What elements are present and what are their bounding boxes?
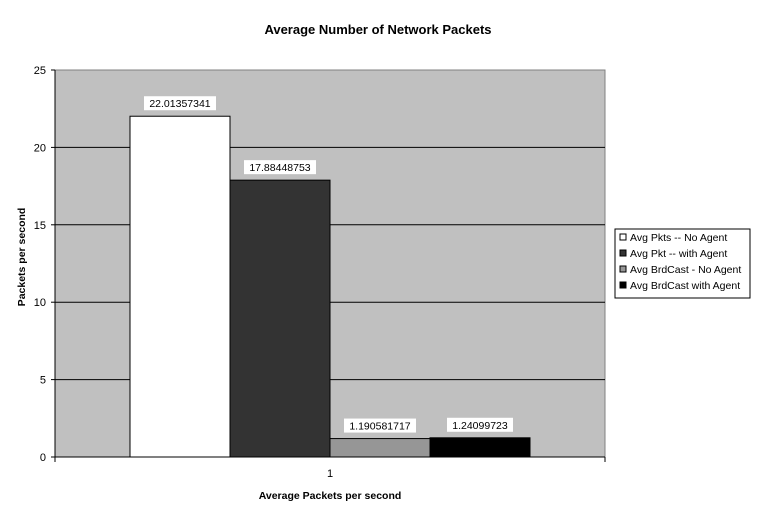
y-axis-title: Packets per second bbox=[16, 207, 28, 307]
chart-title: Average Number of Network Packets bbox=[264, 22, 492, 37]
y-axis-ticks bbox=[34, 65, 55, 464]
x-axis-title: Average Packets per second bbox=[258, 490, 402, 502]
data-label: 22.01357341 bbox=[149, 98, 211, 111]
legend-swatch bbox=[620, 234, 626, 240]
legend bbox=[615, 229, 750, 298]
y-tick-label: 25 bbox=[33, 65, 46, 77]
legend-swatch bbox=[620, 250, 626, 256]
legend-swatch bbox=[620, 266, 626, 272]
bar bbox=[430, 438, 530, 457]
legend-entry: Avg Pkts -- No Agent bbox=[630, 232, 728, 244]
bar bbox=[230, 180, 330, 457]
y-tick-label: 0 bbox=[39, 452, 46, 464]
legend-entry: Avg Pkt -- with Agent bbox=[630, 248, 728, 260]
legend-entry: Avg BrdCast with Agent bbox=[630, 280, 741, 292]
data-label: 17.88448753 bbox=[249, 162, 311, 175]
bar bbox=[130, 116, 230, 457]
legend-swatch bbox=[620, 282, 626, 288]
y-tick-label: 5 bbox=[39, 374, 46, 387]
x-tick-label: 1 bbox=[326, 468, 334, 480]
y-tick-label: 15 bbox=[33, 219, 46, 232]
y-tick-label: 20 bbox=[33, 142, 46, 155]
legend-entry: Avg BrdCast - No Agent bbox=[630, 264, 742, 276]
y-tick-label: 10 bbox=[33, 297, 46, 310]
data-label: 1.24099723 bbox=[452, 419, 508, 432]
bar bbox=[330, 439, 430, 457]
x-axis-ticks bbox=[55, 457, 605, 480]
data-label: 1.190581717 bbox=[349, 420, 411, 433]
